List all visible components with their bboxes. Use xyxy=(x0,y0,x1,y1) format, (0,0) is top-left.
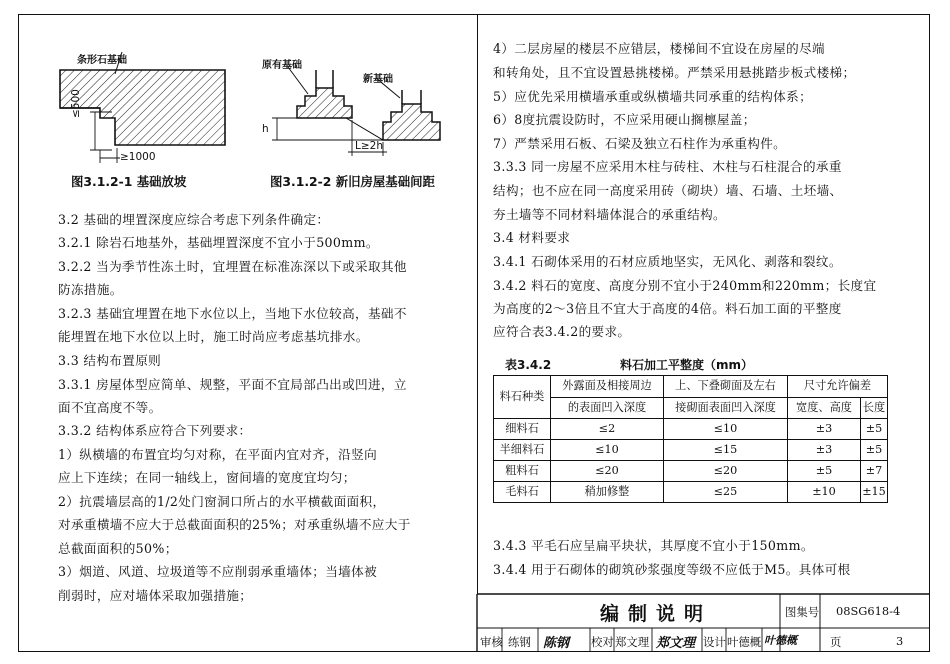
left-line: 面不宜高度不等。 xyxy=(58,400,162,415)
left-line: 3.2.3 基础宜埋置在地下水位以上，当地下水位较高，基础不 xyxy=(58,306,407,321)
designer-signature: 叶德概 xyxy=(764,634,797,647)
table-cell: ≤2 xyxy=(551,419,664,440)
header-length: 长度 xyxy=(861,397,888,419)
table-cell: ±15 xyxy=(861,482,888,503)
left-line: 3.3 结构布置原则 xyxy=(58,353,162,368)
left-line: 总截面面积的50%； xyxy=(58,541,178,556)
table-cell: ±10 xyxy=(788,482,861,503)
right-line: 3.4 材料要求 xyxy=(493,230,571,245)
header-bed-b: 接砌面表面凹入深度 xyxy=(664,397,788,419)
right-line: 3.4.4 用于石砌体的砌筑砂浆强度等级不应低于M5。具体可根 xyxy=(493,562,851,577)
left-line: 防冻措施。 xyxy=(58,282,123,297)
right-line: 4）二层房屋的楼层不应错层，楼梯间不宜设在房屋的尽端 xyxy=(493,41,825,56)
table-row xyxy=(494,419,888,440)
left-line: 2）抗震墙层高的1/2处门窗洞口所占的水平横截面面积， xyxy=(58,494,386,509)
left-line: 3.2.1 除岩石地基外，基础埋置深度不宜小于500mm。 xyxy=(58,235,379,250)
left-line: 削弱时，应对墙体采取加强措施； xyxy=(58,588,253,603)
header-width-height: 宽度、高度 xyxy=(788,397,861,419)
check-label: 校对 xyxy=(591,635,614,649)
strip-foundation-label: 条形石基础 xyxy=(77,55,127,66)
reviewer-name: 练钢 xyxy=(508,635,531,649)
table-cell: ±3 xyxy=(788,440,861,461)
left-line: 3.3.1 房屋体型应简单、规整，平面不宜局部凸出或凹进，立 xyxy=(58,377,407,392)
table-cell: 细料石 xyxy=(494,419,551,440)
table-title: 料石加工平整度（mm） xyxy=(620,358,754,372)
right-line: 为高度的2～3倍且不宜大于高度的4倍。料石加工面的平整度 xyxy=(493,301,842,316)
table-cell: ±5 xyxy=(861,419,888,440)
table-cell: 毛料石 xyxy=(494,482,551,503)
right-line: 3.4.1 石砌体采用的石材应质地坚实，无风化、剥落和裂纹。 xyxy=(493,254,842,269)
table-cell: ±5 xyxy=(861,440,888,461)
figure-1-caption: 图3.1.2-1 基础放坡 xyxy=(71,174,187,189)
designer-name: 叶德概 xyxy=(727,635,762,649)
design-label: 设计 xyxy=(703,635,726,649)
header-stone-type: 料石种类 xyxy=(494,376,551,419)
table-header-row xyxy=(494,376,888,398)
table-row xyxy=(494,440,888,461)
left-line: 3.3.2 结构体系应符合下列要求： xyxy=(58,423,252,438)
left-line: 对承重横墙不应大于总截面面积的25%；对承重纵墙不应大于 xyxy=(58,517,411,532)
figure-2-caption: 图3.1.2-2 新旧房屋基础间距 xyxy=(270,174,435,189)
left-line: 3）烟道、风道、垃圾道等不应削弱承重墙体；当墙体被 xyxy=(58,564,378,579)
atlas-number: 08SG618-4 xyxy=(836,604,901,618)
table-cell: ≤15 xyxy=(664,440,788,461)
header-exposed-a: 外露面及相接周边 xyxy=(551,376,664,398)
table-cell: ≤25 xyxy=(664,482,788,503)
page-number: 3 xyxy=(896,634,904,648)
page-label: 页 xyxy=(830,635,842,649)
left-line: 应上下连续；在同一轴线上，窗间墙的宽度宜均匀； xyxy=(58,470,356,485)
table-cell: ±3 xyxy=(788,419,861,440)
flatness-table xyxy=(493,375,888,503)
dim-h-label: h xyxy=(262,123,269,135)
table-cell: 稍加修整 xyxy=(551,482,664,503)
table-header-row xyxy=(494,397,888,419)
table-cell: ±7 xyxy=(861,461,888,482)
header-bed-a: 上、下叠砌面及左右 xyxy=(664,376,788,398)
reviewer-signature: 陈钢 xyxy=(543,636,570,651)
review-label: 审核 xyxy=(480,635,503,649)
table-row xyxy=(494,461,888,482)
right-line: 3.3.3 同一房屋不应采用木柱与砖柱、木柱与石柱混合的承重 xyxy=(493,159,842,174)
right-line: 3.4.3 平毛石应呈扁平块状，其厚度不宜小于150mm。 xyxy=(493,538,814,553)
right-line: 6）8度抗震设防时，不应采用硬山搁檩屋盖； xyxy=(493,112,756,127)
right-line: 3.4.2 料石的宽度、高度分别不宜小于240mm和220mm；长度宜 xyxy=(493,278,877,293)
new-foundation-label: 新基础 xyxy=(363,74,393,85)
right-line: 5）应优先采用横墙承重或纵横墙共同承重的结构体系； xyxy=(493,89,813,104)
table-number: 表3.4.2 xyxy=(505,358,552,372)
dim-l-label: L≥2h xyxy=(355,140,383,152)
sheet-title: 编制说明 xyxy=(600,603,713,625)
checker-name: 郑文理 xyxy=(615,635,650,649)
right-line: 结构；也不应在同一高度采用砖（砌块）墙、石墙、土坯墙、 xyxy=(493,183,843,198)
header-exposed-b: 的表面凹入深度 xyxy=(551,397,664,419)
strip-foundation-figure xyxy=(60,52,225,163)
table-cell: ≤10 xyxy=(551,440,664,461)
atlas-label: 图集号 xyxy=(785,605,820,619)
right-line: 7）严禁采用石板、石梁及独立石柱作为承重构件。 xyxy=(493,136,787,151)
dim-height-label: ≤500 xyxy=(70,89,82,118)
left-line: 1）纵横墙的布置宜均匀对称，在平面内宜对齐，沿竖向 xyxy=(58,447,378,462)
table-cell: ≤20 xyxy=(664,461,788,482)
right-line: 夯土墙等不同材料墙体混合的承重结构。 xyxy=(493,207,726,222)
table-cell: ±5 xyxy=(788,461,861,482)
original-foundation-label: 原有基础 xyxy=(262,60,302,71)
header-tolerance: 尺寸允许偏差 xyxy=(788,376,888,398)
left-line: 3.2 基础的埋置深度应综合考虑下列条件确定： xyxy=(58,212,330,227)
table-cell: 半细料石 xyxy=(494,440,551,461)
left-line: 3.2.2 当为季节性冻土时，宜埋置在标准冻深以下或采取其他 xyxy=(58,259,407,274)
left-line: 能埋置在地下水位以上时，施工时尚应考虑基坑排水。 xyxy=(58,329,369,344)
table-cell: 粗料石 xyxy=(494,461,551,482)
right-line: 和转角处，且不宜设置悬挑楼梯。严禁采用悬挑踏步板式楼梯； xyxy=(493,65,856,80)
right-line: 应符合表3.4.2的要求。 xyxy=(493,324,631,339)
checker-signature: 郑文理 xyxy=(656,636,696,651)
table-row xyxy=(494,482,888,503)
table-cell: ≤10 xyxy=(664,419,788,440)
dim-width-label: ≥1000 xyxy=(120,151,156,163)
table-cell: ≤20 xyxy=(551,461,664,482)
